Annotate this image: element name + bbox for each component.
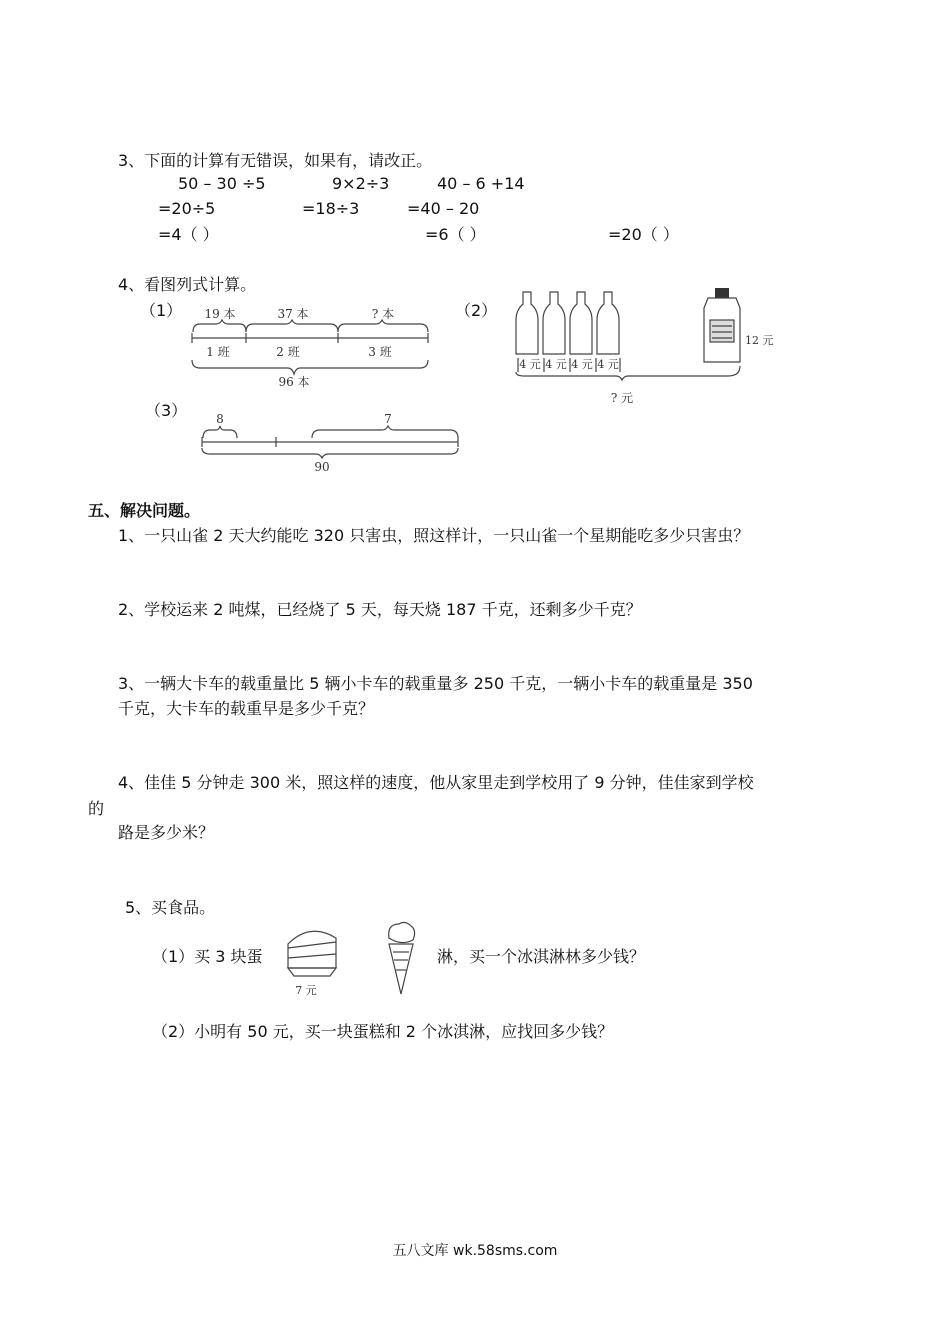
- bottle-price-2: 4 元: [545, 358, 567, 371]
- section3-heading: 3、下面的计算有无错误，如果有，请改正。: [118, 151, 433, 170]
- fig3-left-brace: [203, 426, 237, 438]
- section4-heading: 4、看图列式计算。: [118, 275, 257, 294]
- jug-price: 12 元: [745, 334, 774, 347]
- fig1-top-brace-3: [338, 320, 428, 332]
- ice-cream-figure: [383, 920, 419, 998]
- question-5-part1-end: 淋，买一个冰淇淋林多少钱？: [437, 947, 646, 966]
- calc3-step1: =40 – 20: [407, 199, 480, 218]
- calc1-expr: 50 – 30 ÷5: [178, 174, 266, 193]
- fig1-diagram: [188, 300, 438, 392]
- ice-cream-icon: [389, 922, 415, 994]
- question-3-line1: 3、一辆大卡车的载重量比 5 辆小卡车的载重量多 250 千克，一辆小卡车的载重量是 350: [118, 674, 753, 693]
- fig3-diagram: [198, 408, 463, 474]
- fig2-total: ? 元: [610, 391, 634, 405]
- cake-figure: [270, 918, 345, 998]
- calc1-step2: =4（ ）: [158, 225, 219, 244]
- calc2-step2: =6（ ）: [425, 225, 486, 244]
- fig1-top-label-3: ? 本: [371, 307, 395, 321]
- calc2-step1: =18÷3: [302, 199, 360, 218]
- cake-price: 7 元: [295, 984, 317, 997]
- section5-title: 五、解决问题。: [88, 501, 201, 520]
- water-jug-icon: [704, 288, 740, 362]
- fig1-label: （1）: [140, 301, 183, 320]
- bottle-icon: [516, 292, 538, 354]
- question-3-line2: 千克，大卡车的载重早是多少千克？: [118, 699, 375, 718]
- calc3-expr: 40 – 6 +14: [437, 174, 525, 193]
- fig3-right-brace: [312, 426, 458, 438]
- calc1-step1: =20÷5: [158, 199, 216, 218]
- bottle-icon: [570, 292, 592, 354]
- fig3-bottom-brace: [202, 448, 458, 458]
- fig2-label: （2）: [455, 301, 498, 320]
- fig3-label: （3）: [145, 401, 188, 420]
- fig1-top-brace-1: [193, 320, 246, 332]
- fig1-bottom-brace: [192, 360, 428, 374]
- calc2-expr: 9×2÷3: [332, 174, 390, 193]
- question-4-line1: 4、佳佳 5 分钟走 300 米，照这样的速度，他从家里走到学校用了 9 分钟，佳佳家到学校: [118, 773, 754, 792]
- fig1-top-label-2: 37 本: [277, 307, 309, 321]
- fig1-total: 96 本: [278, 375, 310, 389]
- bottle-icon: [597, 292, 619, 354]
- footer-source: 五八文库 wk.58sms.com: [392, 1243, 558, 1259]
- fig3-total: 90: [314, 460, 330, 474]
- fig2-diagram: [508, 284, 798, 410]
- calc3-step2: =20（ ）: [608, 225, 679, 244]
- bottle-price-4: 4 元: [597, 358, 619, 371]
- bottle-price-1: 4 元: [519, 358, 541, 371]
- bottle-icon: [543, 292, 565, 354]
- question-5-part2: （2）小明有 50 元，买一块蛋糕和 2 个冰淇淋，应找回多少钱？: [152, 1022, 614, 1041]
- fig1-seg-label-2: 2 班: [276, 345, 300, 359]
- fig3-right-label: 7: [384, 412, 392, 426]
- bottle-price-3: 4 元: [571, 358, 593, 371]
- fig1-seg-label-1: 1 班: [206, 345, 230, 359]
- question-5-part1-start: （1）买 3 块蛋: [152, 947, 263, 966]
- fig1-top-brace-2: [246, 320, 338, 332]
- question-1: 1、一只山雀 2 天大约能吃 320 只害虫，照这样计，一只山雀一个星期能吃多少只害虫？: [118, 526, 750, 545]
- fig1-top-label-1: 19 本: [204, 307, 236, 321]
- question-4-line2: 的: [88, 799, 105, 818]
- fig3-left-label: 8: [216, 412, 224, 426]
- question-4-line3: 路是多少米？: [118, 823, 215, 842]
- question-5-heading: 5、买食品。: [125, 898, 216, 917]
- question-2: 2、学校运来 2 吨煤，已经烧了 5 天，每天烧 187 千克，还剩多少千克？: [118, 600, 642, 619]
- fig1-seg-label-3: 3 班: [368, 345, 392, 359]
